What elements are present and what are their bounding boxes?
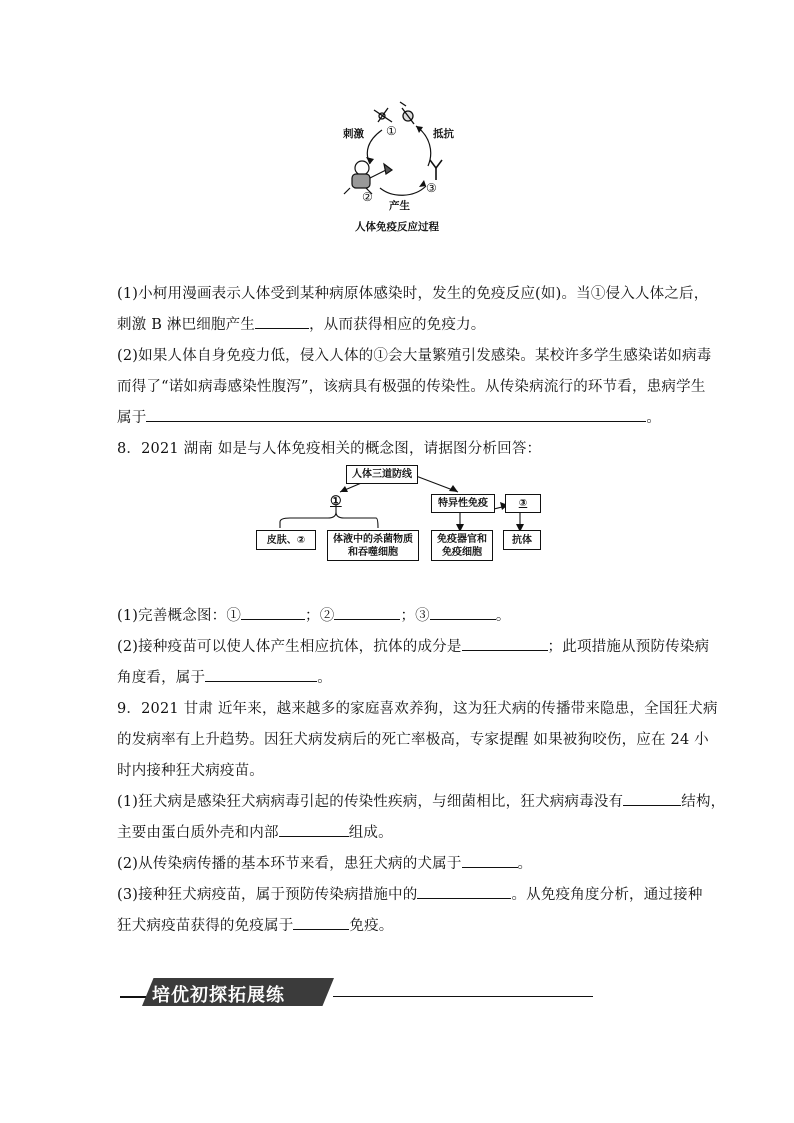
q8-part2-text-d: 。 bbox=[317, 670, 332, 686]
q9-part3-line2 bbox=[117, 914, 394, 935]
q9-part2-text-a: (2)从传染病传播的基本环节来看，患狂犬病的犬属于 bbox=[117, 856, 462, 872]
q9-stem-line2: 的发病率有上升趋势。因狂犬病发病后的死亡率极高，专家提醒 如果被狗咬伤，应在 24 小 bbox=[117, 732, 709, 748]
q8-blank-1[interactable] bbox=[241, 605, 305, 620]
q9-part1-text-d: 组成。 bbox=[348, 825, 393, 841]
label-pathogen-1: ① bbox=[386, 124, 397, 138]
q7-part1-answer-blank[interactable] bbox=[255, 314, 309, 329]
label-antibody-3: ③ bbox=[426, 181, 437, 195]
q7-part2-text-b: 。 bbox=[646, 410, 662, 426]
concept-node-fluid: 体液中的杀菌物质和吞噬细胞 bbox=[327, 530, 419, 561]
label-produce: 产生 bbox=[389, 200, 410, 212]
q9-blank-measure[interactable] bbox=[417, 884, 511, 899]
q7-part1-line2 bbox=[117, 313, 485, 334]
immune-response-figure bbox=[330, 100, 470, 212]
q9-blank-dog-role[interactable] bbox=[462, 853, 518, 868]
section-banner-title: 培优初探拓展练 bbox=[152, 985, 285, 1006]
q9-part1-text-b: 结构， bbox=[681, 794, 726, 810]
q9-part3-text-d: 免疫。 bbox=[349, 918, 394, 934]
q7-part2-line1: (2)如果人体自身免疫力低，侵入人体的①会大量繁殖引发感染。某校许多学生感染诺如病毒 bbox=[117, 348, 712, 364]
concept-node-specific: 特异性免疫 bbox=[431, 494, 495, 513]
q9-stem-line3: 时内接种狂犬病疫苗。 bbox=[117, 763, 264, 779]
concept-node-organs: 免疫器官和免疫细胞 bbox=[431, 530, 493, 561]
q8-part2-text-c: 角度看，属于 bbox=[117, 670, 206, 686]
q8-blank-prevention[interactable] bbox=[205, 667, 317, 682]
q9-blank-immunity-type[interactable] bbox=[293, 915, 349, 930]
concept-node-antibody: 抗体 bbox=[503, 530, 541, 550]
concept-node-1: ① bbox=[330, 494, 342, 509]
q9-part1-line2 bbox=[117, 821, 393, 842]
concept-node-3: ③ bbox=[505, 494, 541, 513]
q8-part2-text-b: ；此项措施从预防传染病 bbox=[547, 639, 710, 655]
q9-blank-structure[interactable] bbox=[623, 791, 681, 806]
q9-part1-text-a: (1)狂犬病是感染狂犬病病毒引起的传染性疾病，与细菌相比，狂犬病病毒没有 bbox=[117, 794, 624, 810]
q8-blank-3[interactable] bbox=[430, 605, 496, 620]
q8-part1 bbox=[117, 604, 511, 625]
concept-node-skin: 皮肤、② bbox=[256, 530, 316, 550]
q8-blank-2[interactable] bbox=[334, 605, 400, 620]
q9-part3-text-b: 。从免疫角度分析，通过接种 bbox=[511, 887, 703, 903]
label-stimulate: 刺激 bbox=[343, 128, 364, 140]
q9-part1-text-c: 主要由蛋白质外壳和内部 bbox=[117, 825, 279, 841]
q7-part1-text-a: 刺激 B 淋巴细胞产生 bbox=[117, 317, 256, 333]
q8-part2-line2 bbox=[117, 666, 332, 687]
q7-part2-answer-blank[interactable] bbox=[146, 407, 646, 422]
q9-part3-line1 bbox=[117, 883, 703, 904]
q9-part3-text-a: (3)接种狂犬病疫苗，属于预防传染病措施中的 bbox=[117, 887, 418, 903]
q8-part2-text-a: (2)接种疫苗可以使人体产生相应抗体，抗体的成分是 bbox=[117, 639, 462, 655]
q9-part2 bbox=[117, 852, 532, 873]
banner-rule-right bbox=[333, 996, 593, 997]
concept-node-top: 人体三道防线 bbox=[346, 465, 418, 484]
q9-part1-line1 bbox=[117, 790, 725, 811]
q8-part1-text-a: (1)完善概念图：① bbox=[117, 608, 242, 624]
q7-part2-line2: 而得了“诺如病毒感染性腹泻”，该病具有极强的传染性。从传染病流行的环节看，患病学生 bbox=[117, 379, 706, 395]
q9-stem-line1: 9．2021 甘肃 近年来，越来越多的家庭喜欢养狗，这为狂犬病的传播带来隐患，全国狂犬病 bbox=[117, 701, 718, 717]
q8-part1-text-c: ；③ bbox=[400, 608, 430, 624]
q7-part1-text-b: ，从而获得相应的免疫力。 bbox=[309, 317, 486, 333]
q8-part2-line1 bbox=[117, 635, 709, 656]
figure-caption: 人体免疫反应过程 bbox=[355, 221, 439, 233]
q7-part1-line1: (1)小柯用漫画表示人体受到某种病原体感染时，发生的免疫反应(如)。当①侵入人体之后， bbox=[117, 286, 709, 302]
q9-blank-inner[interactable] bbox=[279, 822, 349, 837]
q9-part2-text-b: 。 bbox=[517, 856, 533, 872]
q9-part3-text-c: 狂犬病疫苗获得的免疫属于 bbox=[117, 918, 294, 934]
q8-part1-text-b: ；② bbox=[305, 608, 335, 624]
label-lymphocyte-2: ② bbox=[362, 190, 373, 204]
label-resist: 抵抗 bbox=[433, 128, 454, 140]
q8-part1-text-d: 。 bbox=[495, 608, 511, 624]
q7-part2-text-a: 属于 bbox=[117, 410, 147, 426]
q8-stem: 8．2021 湖南 如是与人体免疫相关的概念图，请据图分析回答： bbox=[117, 441, 542, 457]
q8-blank-antibody-composition[interactable] bbox=[462, 636, 548, 651]
banner-rule-left bbox=[120, 996, 146, 998]
q7-part2-line3 bbox=[117, 406, 661, 427]
